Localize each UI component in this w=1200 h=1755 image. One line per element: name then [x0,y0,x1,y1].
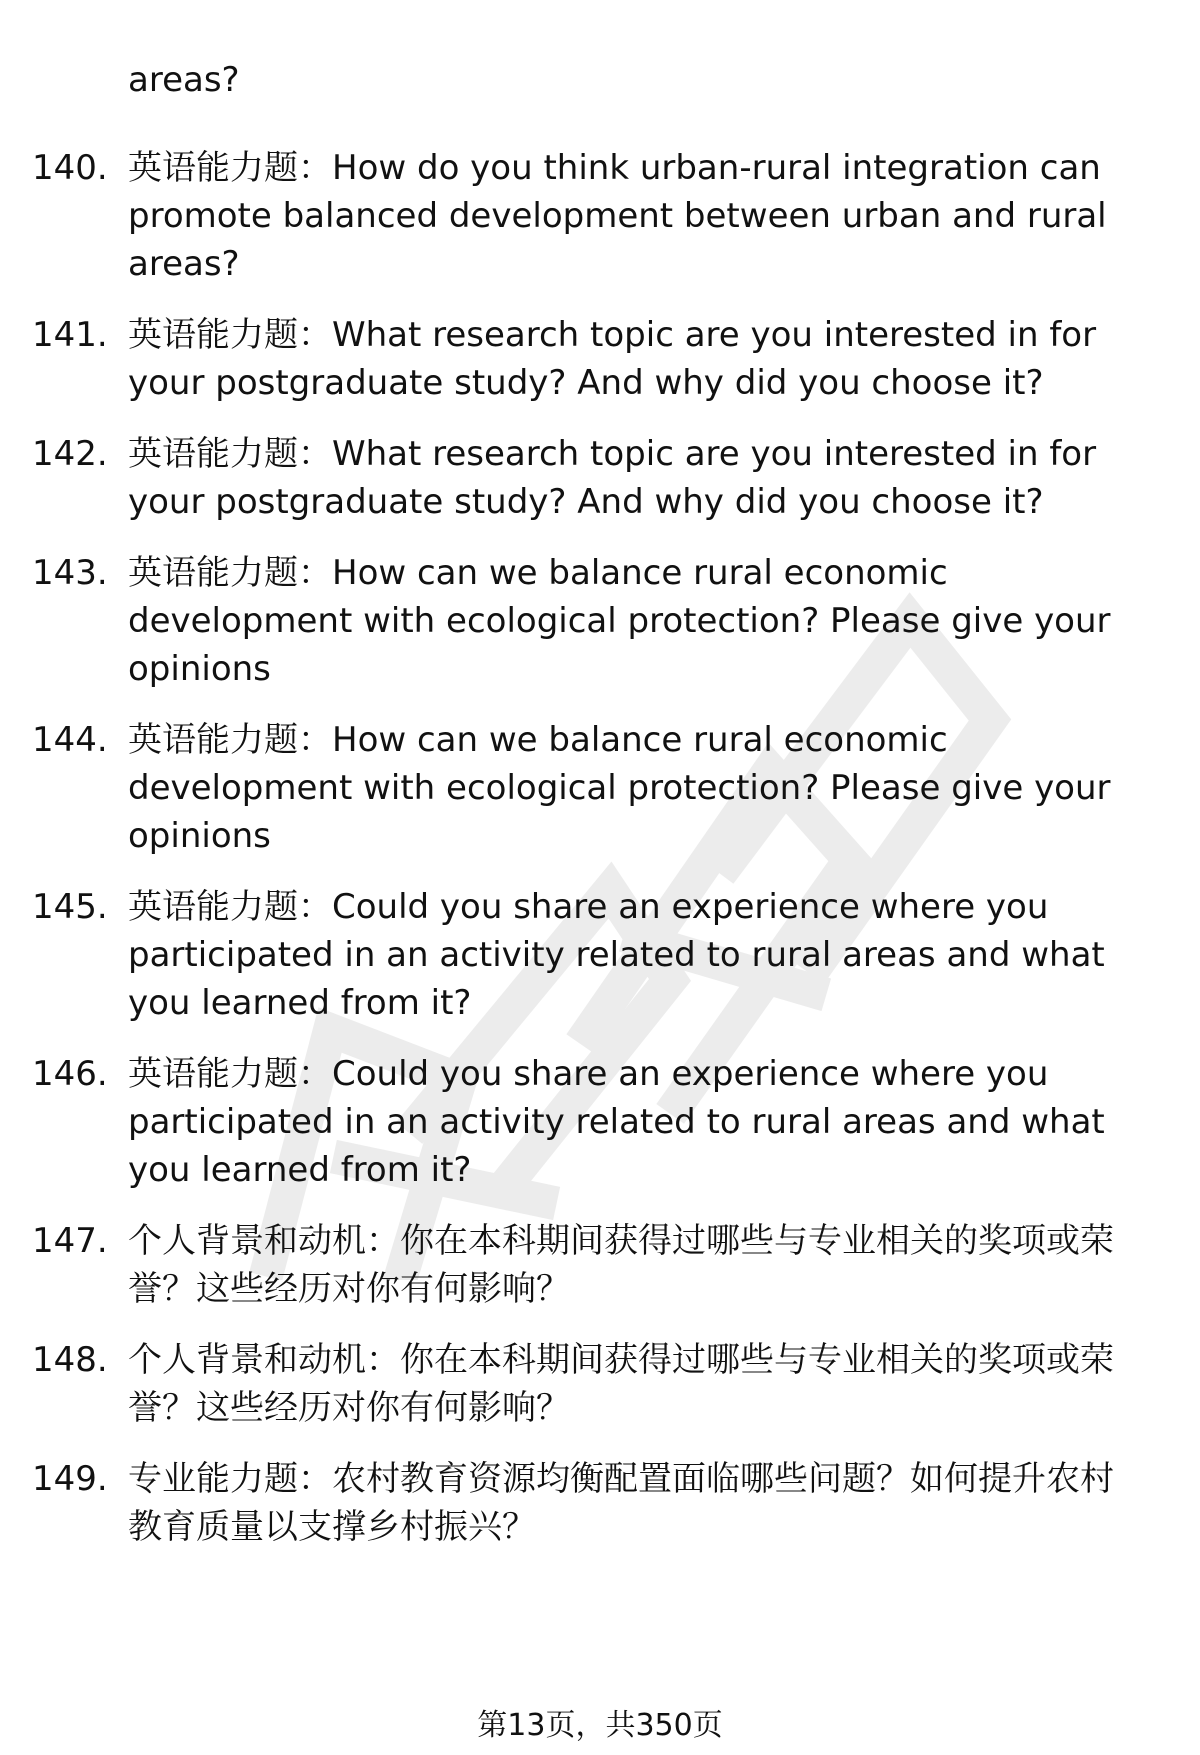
question-category: 英语能力题： [128,1054,332,1094]
question-number: 146. [32,1054,108,1094]
question-body [128,1336,1140,1432]
question-text: How do you think urban-rural integration can promote balanced development between urban and rural areas? [128,148,1107,284]
question-category: 个人背景和动机： [128,1340,400,1380]
question-text: How can we balance rural economic development with ecological protection? Please give your opinions [128,553,1111,689]
question-category: 英语能力题： [128,315,332,355]
question-list [0,144,1200,1551]
question-body [128,1050,1140,1194]
question-item [0,549,1200,693]
question-number: 141. [32,315,108,355]
question-category: 英语能力题： [128,553,332,593]
question-number: 143. [32,553,108,593]
question-number: 145. [32,887,108,927]
question-text: 你在本科期间获得过哪些与专业相关的奖项或荣誉？这些经历对你有何影响？ [128,1221,1114,1309]
question-category: 英语能力题： [128,434,332,474]
question-text: 农村教育资源均衡配置面临哪些问题？如何提升农村教育质量以支撑乡村振兴？ [128,1459,1114,1547]
question-item [0,144,1200,288]
question-text: What research topic are you interested in for your postgraduate study? And why did you choose it? [128,315,1097,403]
question-item [0,1050,1200,1194]
question-body [128,883,1140,1027]
question-category: 英语能力题： [128,720,332,760]
question-number: 147. [32,1221,108,1261]
question-body [128,311,1140,407]
question-number: 140. [32,148,108,188]
question-body [128,1217,1140,1313]
question-number: 142. [32,434,108,474]
question-body [128,144,1140,288]
question-text: Could you share an experience where you participated in an activity related to rural areas and what you learned from it? [128,887,1105,1023]
question-item [0,1217,1200,1313]
question-number: 148. [32,1340,108,1380]
question-body [128,549,1140,693]
question-item [0,311,1200,407]
question-item [0,430,1200,526]
question-body [128,1455,1140,1551]
question-item [0,1336,1200,1432]
question-category: 个人背景和动机： [128,1221,400,1261]
question-item [0,883,1200,1027]
continued-fragment: areas? [128,60,240,100]
question-body [128,716,1140,860]
question-number: 149. [32,1459,108,1499]
question-category: 英语能力题： [128,887,332,927]
question-text: 你在本科期间获得过哪些与专业相关的奖项或荣誉？这些经历对你有何影响？ [128,1340,1114,1428]
page-number-footer: 第13页，共350页 [477,1708,723,1743]
question-item [0,1455,1200,1551]
question-number: 144. [32,720,108,760]
question-item [0,716,1200,860]
question-category: 专业能力题： [128,1459,332,1499]
question-category: 英语能力题： [128,148,332,188]
question-text: Could you share an experience where you participated in an activity related to rural areas and what you learned from it? [128,1054,1105,1190]
question-text: How can we balance rural economic development with ecological protection? Please give your opinions [128,720,1111,856]
question-text: What research topic are you interested in for your postgraduate study? And why did you choose it? [128,434,1097,522]
question-body [128,430,1140,526]
